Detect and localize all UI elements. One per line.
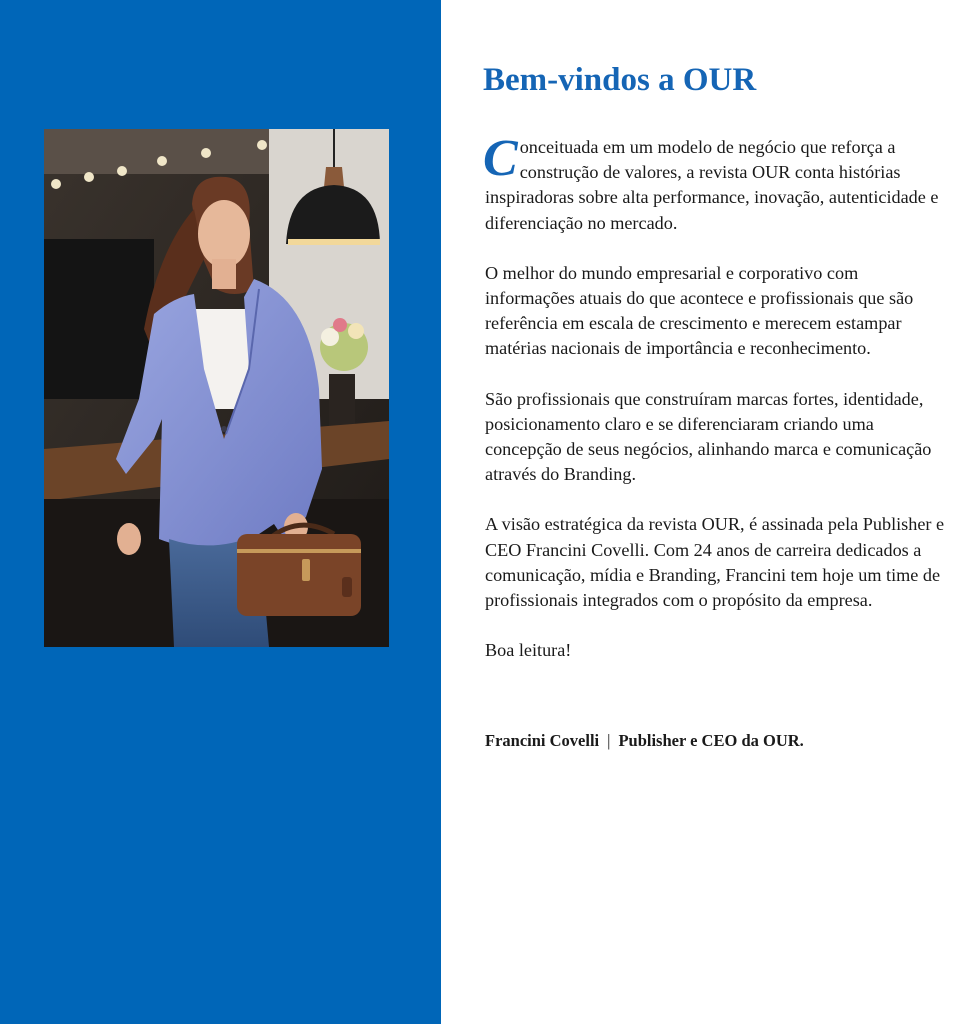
paragraph-3: São profissionais que construíram marcas fortes, identidade, posicionamento claro e se diferenciaram criando uma concepção de seus negócios, alinhando marca e comunicação através do Branding. <box>485 388 932 485</box>
signature-separator: | <box>607 731 611 750</box>
portrait-photo <box>44 129 389 647</box>
page-title: Bem-vindos a OUR <box>483 62 757 98</box>
drop-cap: C <box>483 130 518 187</box>
closing-line: Boa leitura! <box>485 640 572 661</box>
signature <box>485 731 804 751</box>
paragraph-intro-text: onceituada em um modelo de negócio que reforça a construção de valores, a revista OUR conta histórias inspiradoras sobre alta performance, inovação, autenticidade e diferenciação no mercado. <box>485 137 939 233</box>
signature-role: Publisher e CEO da OUR. <box>618 731 804 750</box>
welcome-article <box>441 0 968 1024</box>
paragraph-2: O melhor do mundo empresarial e corporativo com informações atuais do que acontece e profissionais que são referência em escala de crescimento e merecem estampar matérias nacionais de importância e reconhecimento. <box>485 262 914 359</box>
article-body <box>483 130 951 688</box>
signature-name: Francini Covelli <box>485 731 600 750</box>
paragraph-intro <box>483 130 951 236</box>
portrait-illustration <box>44 129 389 647</box>
paragraph-4: A visão estratégica da revista OUR, é assinada pela Publisher e CEO Francini Covelli. Com 24 anos de carreira dedicados a comunicação, mídia e Branding, Francini tem hoje um time de profissionais integrados com o propósito da empresa. <box>485 514 945 611</box>
left-blue-panel <box>0 0 441 1024</box>
